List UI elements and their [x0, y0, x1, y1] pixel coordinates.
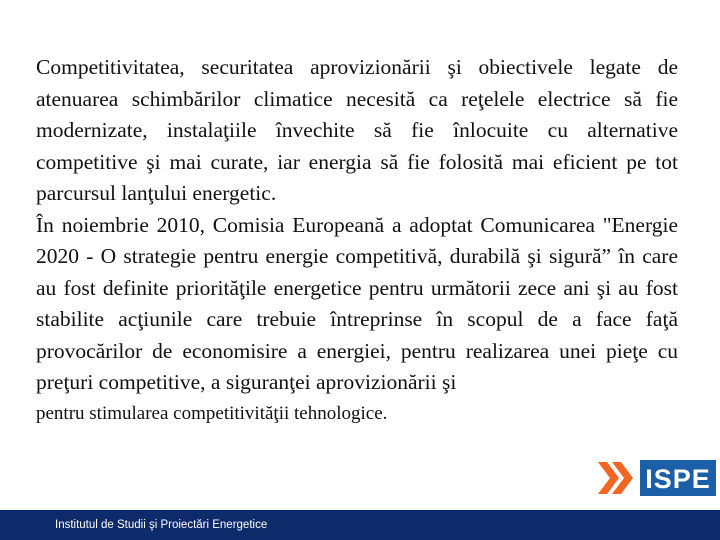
slide-body	[36, 52, 678, 428]
double-chevron-icon	[598, 462, 633, 494]
ispe-logo	[598, 458, 718, 498]
paragraph-1: Competitivitatea, securitatea aprovizionării şi obiectivele legate de atenuarea schimbărilor climatice necesită ca reţelele electrice să fie modernizate, instalaţiile învechite să fie înlocuite cu alternative competitive şi mai curate, iar energia să fie folosită mai eficient pe tot parcursul lanţului energetic.	[36, 55, 678, 205]
paragraph-2: În noiembrie 2010, Comisia Europeană a adoptat Comunicarea "Energie 2020 - O strategie pentru energie competitivă, durabilă şi sigură” în care au fost definite priorităţile energetice pentru următorii zece ani şi au fost stabilite acţiunile care trebuie întreprinse în scopul de a face faţă provocărilor de economisire a energiei, pentru realizarea unei pieţe cu preţuri competitive, a siguranţei aprovizionării şi	[36, 212, 678, 394]
footer-text: Institutul de Studii şi Proiectări Energetice	[55, 519, 268, 531]
ispe-logo-graphic	[598, 458, 718, 498]
paragraph-2-end: pentru stimularea competitivităţii tehnologice.	[36, 402, 388, 424]
logo-text: ISPE	[645, 464, 711, 494]
footer-bar	[0, 510, 720, 540]
